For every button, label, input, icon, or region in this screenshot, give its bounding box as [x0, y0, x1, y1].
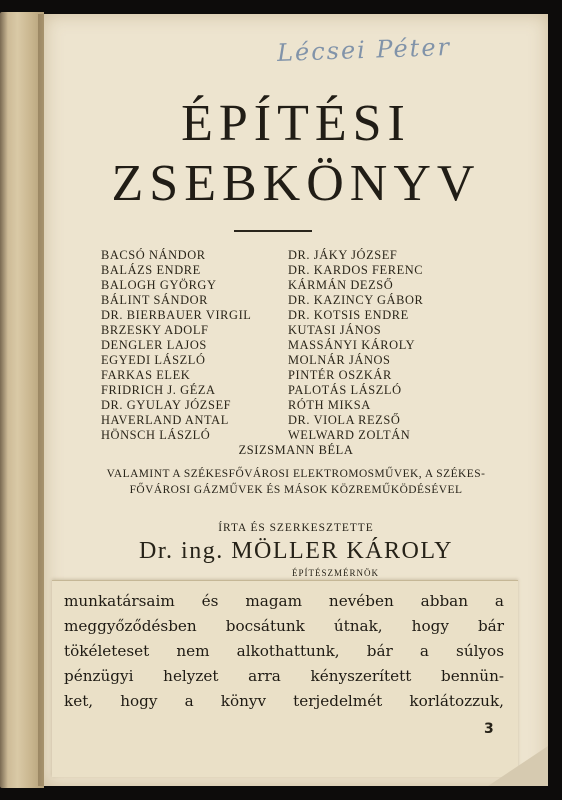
contributor-name: FARKAS ELEK [101, 368, 191, 382]
contributor-name: BALÁZS ENDRE [101, 263, 201, 277]
body-line: meggyőződésben bocsátunk útnak, hogy bár [64, 617, 504, 635]
contributor-name: DR. GYULAY JÓZSEF [101, 398, 232, 412]
contributor-name: BACSÓ NÁNDOR [101, 248, 206, 262]
title-divider [234, 230, 312, 232]
body-line: ket, hogy a könyv terjedelmét korlátozzuk, [64, 692, 504, 710]
folded-corner [488, 746, 548, 786]
title-line-1: ÉPÍTÉSI [181, 95, 411, 152]
contributor-name: KÁRMÁN DEZSŐ [288, 278, 394, 292]
contributor-name: BALOGH GYÖRGY [101, 278, 217, 292]
contributor-name: RÓTH MIKSA [288, 398, 371, 412]
contributor-name: DR. BIERBAUER VIRGIL [101, 308, 252, 322]
contributor-name: FRIDRICH J. GÉZA [101, 383, 216, 397]
wrote-and-edited-label: ÍRTA ÉS SZERKESZTETTE [218, 522, 374, 534]
pasted-text-slip [52, 580, 518, 777]
contributor-name: HAVERLAND ANTAL [101, 413, 229, 427]
body-line: tökéleteset nem alkothattunk, bár a súlyos [64, 642, 504, 660]
contributor-name: DR. KARDOS FERENC [288, 263, 424, 277]
contributor-name: DR. KOTSIS ENDRE [288, 308, 409, 322]
contributor-name: EGYEDI LÁSZLÓ [101, 353, 206, 367]
contributor-name: MOLNÁR JÁNOS [288, 353, 391, 367]
author-profession: ÉPÍTÉSZMÉRNÖK [292, 568, 379, 578]
book-page [44, 14, 548, 786]
cooperation-note [48, 466, 544, 498]
contributor-name: WELWARD ZOLTÁN [288, 428, 411, 442]
contributor-name: DR. JÁKY JÓZSEF [288, 248, 398, 262]
handwritten-signature: Lécsei Péter [276, 32, 452, 68]
contributor-last: ZSIZSMANN BÉLA [238, 443, 354, 457]
contributor-name: BRZESKY ADOLF [101, 323, 209, 337]
body-paragraph [64, 589, 504, 714]
contributor-name: MASSÁNYI KÁROLY [288, 338, 416, 352]
body-line: pénzügyi helyzet arra kényszerített bennün- [64, 667, 504, 685]
cooperation-line-1: VALAMINT A SZÉKESFŐVÁROSI ELEKTROMOSMŰVEK, A SZÉKES- [106, 468, 486, 480]
contributor-name: KUTASI JÁNOS [288, 323, 382, 337]
contributor-name: DR. KAZINCY GÁBOR [288, 293, 424, 307]
page-number: 3 [484, 721, 494, 737]
contributor-name: PALOTÁS LÁSZLÓ [288, 383, 402, 397]
contributors-left-column [101, 248, 251, 443]
contributor-name: DENGLER LAJOS [101, 338, 207, 352]
body-line: munkatársaim és magam nevében abban a [64, 592, 504, 610]
contributor-name: HÖNSCH LÁSZLÓ [101, 428, 211, 442]
cooperation-line-2: FŐVÁROSI GÁZMŰVEK ÉS MÁSOK KÖZREMŰKÖDÉSÉVEL [129, 484, 463, 496]
contributor-name: DR. VIOLA REZSŐ [288, 413, 401, 427]
title-line-2: ZSEBKÖNYV [111, 155, 481, 212]
contributor-name: BÁLINT SÁNDOR [101, 293, 209, 307]
author-name: Dr. ing. MÖLLER KÁROLY [139, 538, 453, 564]
contributor-name: PINTÉR OSZKÁR [288, 368, 392, 382]
contributors-right-column [288, 248, 423, 443]
